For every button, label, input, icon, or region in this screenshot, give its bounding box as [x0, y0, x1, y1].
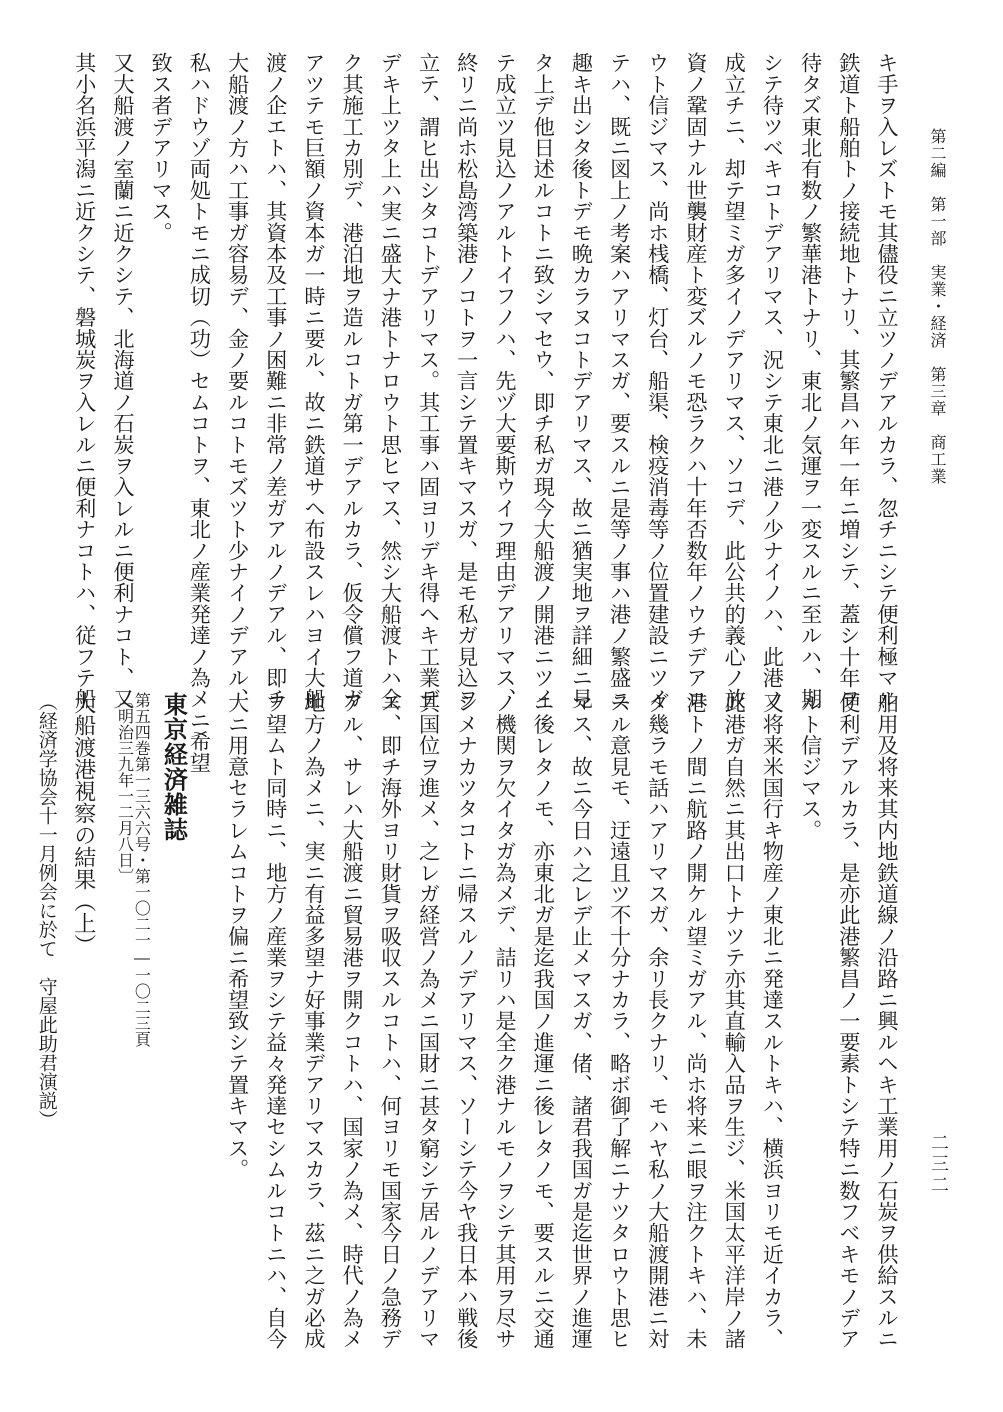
text-line: 私ハドウゾ両処トモニ成切（功）セムコトヲ、東北ノ産業発達ノ為メニ希望 [187, 52, 213, 773]
text-line: 又大船渡ノ室蘭ニ近クシテ、北海道ノ石炭ヲ入レルニ便利ナコト、又 [110, 52, 136, 710]
text-line: シメナカツタコトニ帰スルノデアリマス、ソーシテ今ヤ我日本ハ戦後 [454, 692, 480, 1350]
text-line: シテ待ツベキコトデアリマス、況シテ東北ニ港ノ少ナイノハ、此港ノ [760, 52, 786, 710]
issue-line: 第五四巻第一三六六号・第一〇二一―一〇二三頁 [132, 692, 152, 1047]
text-line: 趣キ出シタ後トデモ晩カラヌコトデアリマス、故ニ猶実地ヲ詳細ニ見 [569, 52, 595, 710]
page-number: 二三二 [928, 1133, 949, 1196]
text-line: 待タズ東北有数ノ繁華港トナリ、東北ノ気運ヲ一変スルニ至ルハ、期 [798, 52, 824, 710]
text-line: 立テ、謂ヒ出シタコトデアリマス。其工事ハ固ヨリデキ得ヘキ工業デ [416, 52, 442, 710]
text-line: キ手ヲ入レズトモ其儘役ニ立ツノデアルカラ、忽チニシテ便利極マル [875, 52, 900, 710]
text-line: アル、サレハ大船渡ニ貿易港ヲ開クコトハ、国家ノ為メ、時代ノ為メ [340, 692, 366, 1350]
text-line: マス、故ニ今日ハ之レデ止メマスガ、偖、諸君我国ガ是迄世界ノ進運 [569, 692, 595, 1350]
text-line: 大ニ用意セラレムコトヲ偏ニ希望致シテ置キマス。 [225, 692, 251, 1180]
text-line: 舶用及将来其内地鉄道線ノ沿路ニ興ルヘキ工業用ノ石炭ヲ供給スルニ [875, 692, 900, 1350]
issue-date: 〔明治三九年一二月八日〕 [115, 692, 135, 884]
text-line: ダ幾ラモ話ハアリマスガ、余リ長クナリ、モハヤ私ノ大船渡開港ニ対 [645, 692, 671, 1350]
lower-text-block [35, 692, 900, 1350]
text-line: 資ノ鞏固ナル世襲財産ト変ズルノモ恐ラクハ十年否数年ノウチデアロ [683, 52, 709, 710]
text-line: ルト信ジマス。 [798, 692, 824, 841]
text-line: テハ、既ニ図上ノ考案ハアリマスガ、要スルニ是等ノ事ハ港ノ繁盛ニ [607, 52, 633, 710]
issue-info [116, 692, 150, 1342]
text-line: 便利デアルカラ、是亦此港繁昌ノ一要素トシテ特ニ数フベキモノデア [836, 692, 862, 1350]
text-line: アツテモ巨額ノ資本ガ一時ニ要ル、故ニ鉄道サヘ布設スレハヨイ大船 [301, 52, 327, 710]
text-line: 大船渡ノ方ハ工事ガ容易デ、金ノ要ルコトモズツト少ナイノデアル、 [225, 52, 251, 710]
text-line: 又将来米国行キ物産ノ東北ニ発達スルトキハ、横浜ヨリモ近イカラ、 [760, 692, 786, 1350]
text-line: スル意見モ、迂遠且ツ不十分ナカラ、略ボ御了解ニナツタロウト思ヒ [607, 692, 633, 1350]
text-line: デキ上ツタ上ハ実ニ盛大ナ港トナロウト思ヒマス、然シ大船渡トハ全 [378, 52, 404, 710]
article-title: 大船渡港視察の結果（上） [70, 692, 96, 956]
text-line: テ成立ツ見込ノアルトイフノハ、先ヅ大要斯ウイフ理由デアリマス、 [492, 52, 518, 710]
text-line: 成立チニ、却テ望ミガ多イノデアリマス、ソコデ、此公共的義心ノ放 [722, 52, 748, 710]
text-line: ノ機関ヲ欠イタガ為メデ、詰リハ是全ク港ナルモノヲシテ其用ヲ尽サ [492, 692, 518, 1350]
text-line: ヲ望ムト同時ニ、地方ノ産業ヲシテ益々発達セシムルコトニハ、自今 [263, 692, 289, 1350]
text-line: 終リニ尚ホ松島湾築港ノコトヲ一言シテ置キマスガ、是モ私ガ見込ヲ [454, 52, 480, 710]
text-line: 其国位ヲ進メ、之レガ経営ノ為メニ国財ニ甚タ窮シテ居ルノデアリマ [416, 692, 442, 1350]
text-line: 此港ガ自然ニ其出口トナツテ亦其直輸入品ヲ生ジ、米国太平洋岸ノ諸 [722, 692, 748, 1350]
text-line: ス、即チ海外ヨリ財貨ヲ吸収スルコトハ、何ヨリモ国家今日ノ急務デ [378, 692, 404, 1350]
journal-title: 東京経済雑誌 [159, 692, 189, 842]
text-line: 地方ノ為メニ、実ニ有益多望ナ好事業デアリマスカラ、茲ニ之ガ必成 [301, 692, 327, 1350]
text-line: タ上デ他日述ルコトニ致シマセウ、即チ私ガ現今大船渡ノ開港ニツイ [531, 52, 557, 710]
speaker-note: （経済学協会十一月例会に於て 守屋此助君演説） [35, 692, 58, 1129]
text-line: 其小名浜平潟ニ近クシテ、磐城炭ヲ入レルニ便利ナコトハ、従フテ船 [72, 52, 98, 710]
text-line: 致ス者デアリマス。 [149, 52, 175, 243]
text-line: 渡ノ企エトハ、其資本及工事ノ困難ニ非常ノ差ガアルノデアル、即チ [263, 52, 289, 710]
text-line: 港トノ間ニ航路ノ開ケル望ミガアル、尚ホ将来ニ眼ヲ注クトキハ、未 [683, 692, 709, 1350]
text-line: ウト信ジマス、尚ホ桟橋、灯台、船渠、検疫消毒等ノ位置建設ニツイ [645, 52, 671, 710]
text-line: ニ後レタノモ、亦東北ガ是迄我国ノ進運ニ後レタノモ、要スルニ交通 [531, 692, 557, 1350]
text-line: ク其施工カ別デ、港泊地ヲ造ルコトガ第一デアルカラ、仮令償フ道ガ [340, 52, 366, 710]
text-line: 鉄道ト船舶トノ接続地トナリ、其繁昌ハ年一年ニ増シテ、蓋シ十年ヲ [836, 52, 862, 710]
running-head: 第二編 第一部 実業・経済 第三章 商工業 [928, 128, 947, 485]
